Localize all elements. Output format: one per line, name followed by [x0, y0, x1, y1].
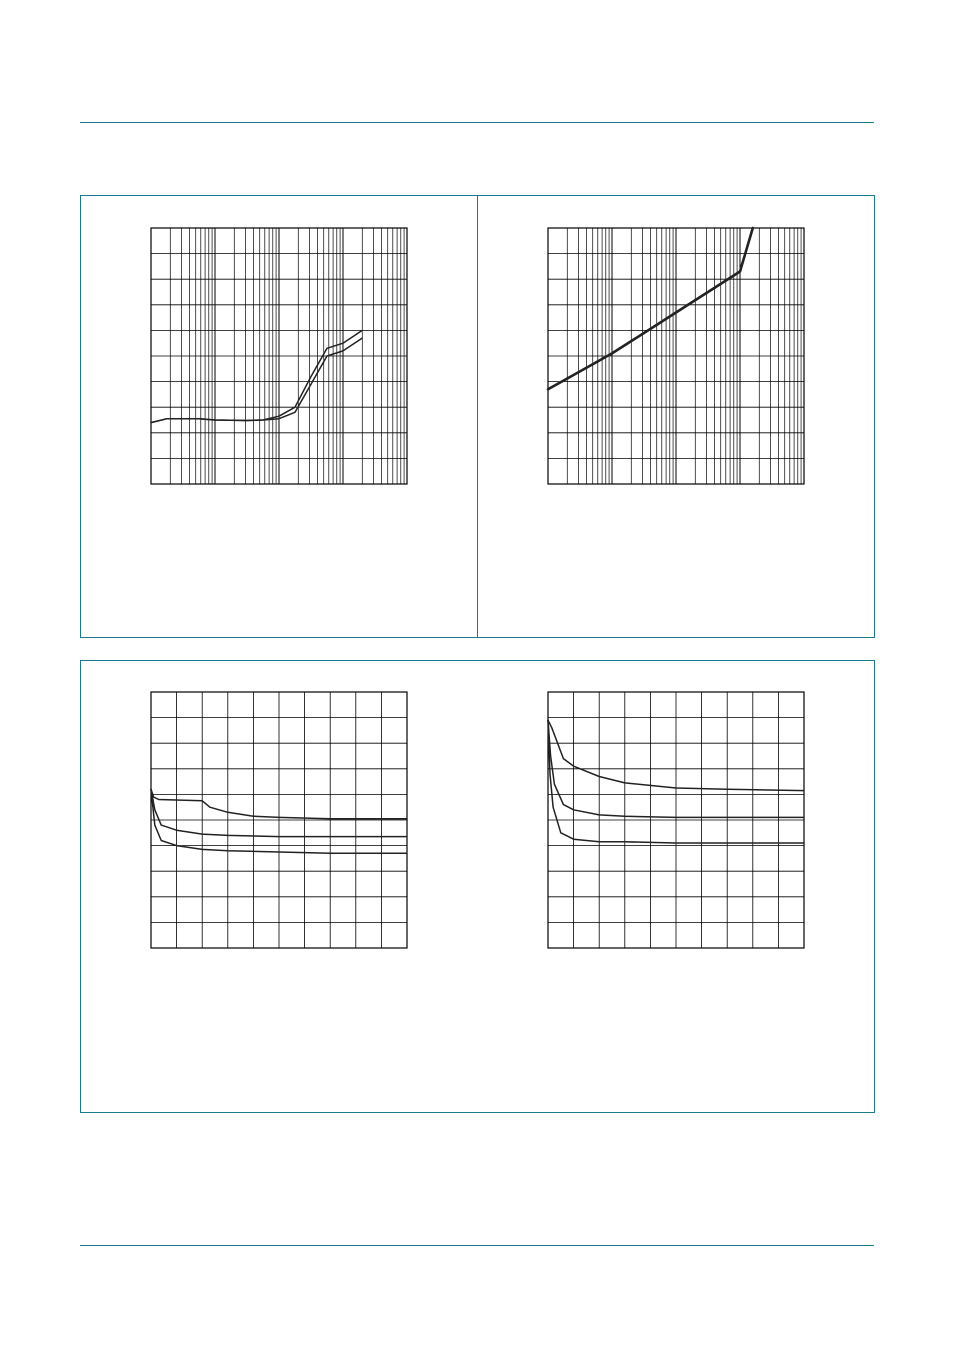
series-line-1 [151, 330, 362, 422]
chart-log-two-curves [151, 228, 407, 484]
series-line-2 [151, 338, 362, 423]
chart-decay-left [151, 692, 407, 948]
chart-log-linear-rise [548, 228, 804, 484]
chart-decay-right [548, 692, 804, 948]
